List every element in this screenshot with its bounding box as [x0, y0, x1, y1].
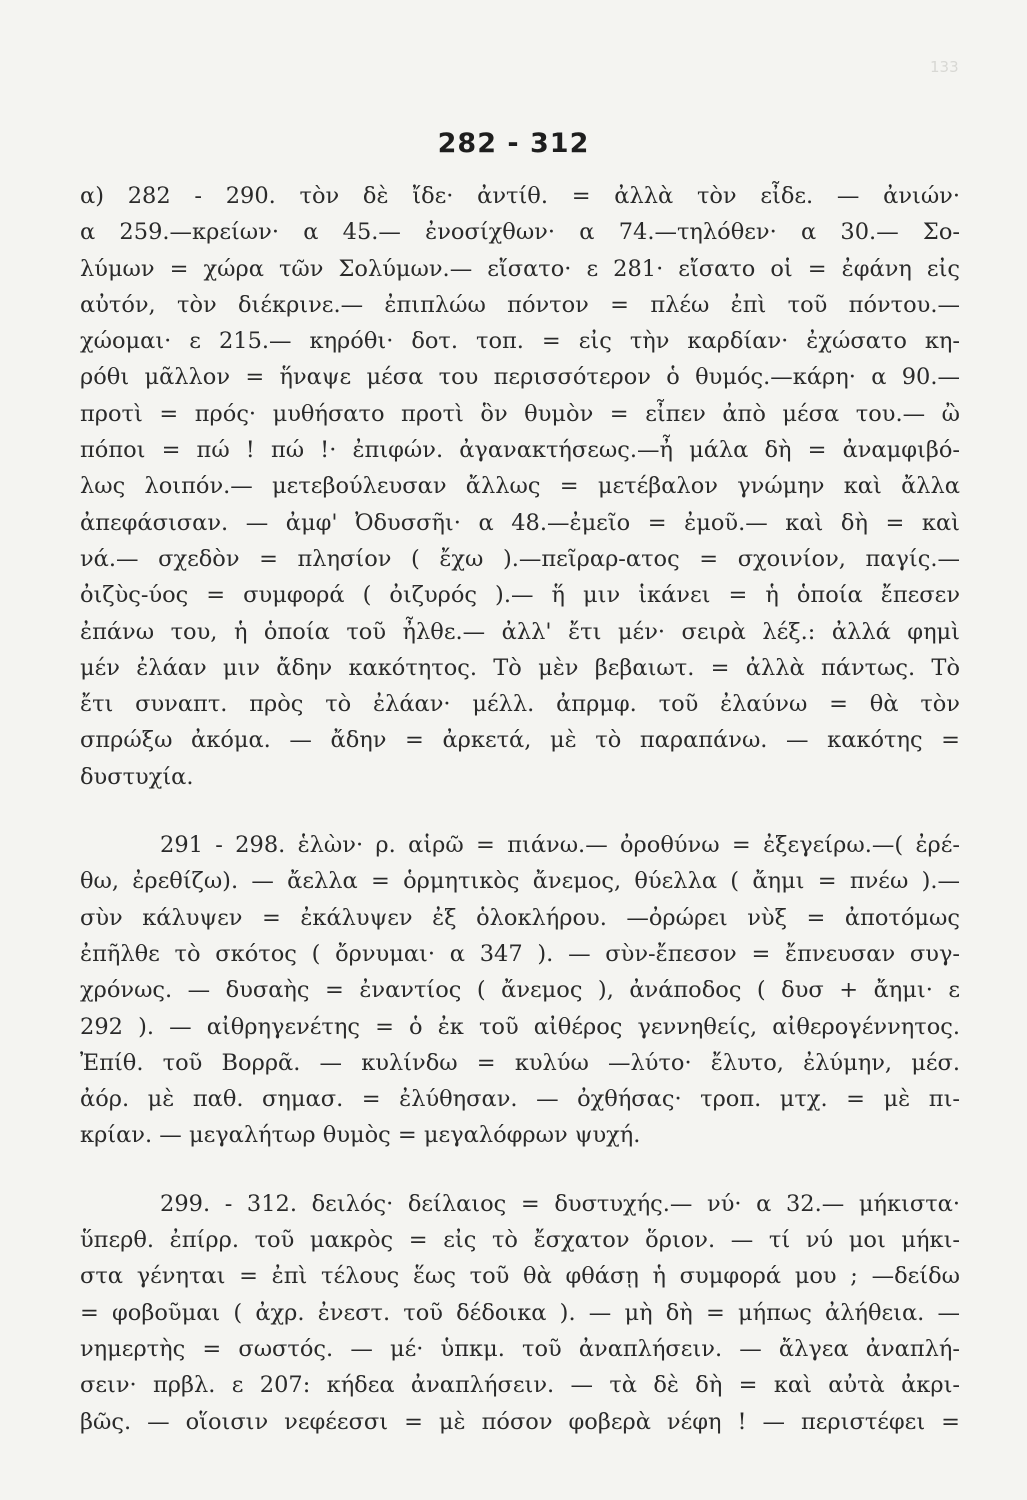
- page-title: 282 - 312: [437, 128, 590, 159]
- text-line: λύμων = χώρα τῶν Σολύμων.— εἴσατο· ε 281· εἴσατο οἱ = ἐφάνη εἰς: [80, 255, 960, 282]
- text-line: σὺν κάλυψεν = ἐκάλυψεν ἐξ ὁλοκλήρου. —ὀρώρει νὺξ = ἀποτόμως: [80, 904, 960, 931]
- text-line: ρόθι μᾶλλον = ἥναψε μέσα του περισσότερον ὁ θυμός.—κάρη· α 90.—: [80, 364, 960, 391]
- text-line: νά.— σχεδὸν = πλησίον ( ἔχω ).—πεῖραρ-ατος = σχοινίον, παγίς.—: [80, 545, 960, 572]
- text-line: ὀιζὺς-ύος = συμφορά ( ὀιζυρός ).— ἥ μιν ἱκάνει = ἡ ὁποία ἔπεσεν: [80, 582, 960, 609]
- text-line: = φοβοῦμαι ( ἀχρ. ἐνεστ. τοῦ δέδοικα ). — μὴ δὴ = μήπως ἀλήθεια. —: [80, 1299, 960, 1326]
- text-line: νημερτὴς = σωστός. — μέ· ὑπκμ. τοῦ ἀναπλήσειν. — ἄλγεα ἀναπλή-: [80, 1335, 960, 1362]
- text-line: χρόνως. — δυσαὴς = ἐναντίος ( ἄνεμος ), ἀνάποδος ( δυσ + ἄημι· ε: [80, 977, 960, 1004]
- paragraph-gap: [80, 795, 960, 827]
- text-line: δυστυχία.: [80, 763, 194, 790]
- text-line: προτὶ = πρός· μυθήσατο προτὶ ὃν θυμὸν = εἶπεν ἀπὸ μέσα του.— ὢ: [80, 400, 960, 427]
- text-line: βῶς. — οἵοισιν νεφέεσσι = μὲ πόσον φοβερὰ νέφη ! — περιστέφει =: [80, 1408, 960, 1435]
- text-line: χώομαι· ε 215.— κηρόθι· δοτ. τοπ. = εἰς τὴν καρδίαν· ἐχώσατο κη-: [80, 328, 960, 355]
- text-line: Ἐπίθ. τοῦ Βορρᾶ. — κυλίνδω = κυλύω —λύτο· ἔλυτο, ἐλύμην, μέσ.: [80, 1049, 960, 1076]
- text-line: α 259.—κρείων· α 45.— ἐνοσίχθων· α 74.—τηλόθεν· α 30.— Σο-: [80, 219, 960, 246]
- text-line: ὕπερθ. ἐπίρρ. τοῦ μακρὸς = εἰς τὸ ἔσχατον ὅριον. — τί νύ μοι μήκι-: [80, 1227, 960, 1254]
- text-line: ἔτι συναπτ. πρὸς τὸ ἐλάαν· μέλλ. ἀπρμφ. τοῦ ἐλαύνω = θὰ τὸν: [80, 691, 960, 718]
- text-line: σειν· πρβλ. ε 207: κήδεα ἀναπλήσειν. — τὰ δὲ δὴ = καὶ αὐτὰ ἀκρι-: [80, 1372, 960, 1399]
- paragraph-gap: [80, 1154, 960, 1186]
- text-line: κρίαν. — μεγαλήτωρ θυμὸς = μεγαλόφρων ψυχή.: [80, 1122, 641, 1149]
- text-line: σπρώξω ἀκόμα. — ἄδην = ἀρκετά, μὲ τὸ παραπάνω. — κακότης =: [80, 727, 960, 754]
- text-line: α) 282 - 290. τὸν δὲ ἴδε· ἀντίθ. = ἀλλὰ τὸν εἶδε. — ἀνιών·: [80, 183, 960, 209]
- text-line: στα γένηται = ἐπὶ τέλους ἕως τοῦ θὰ φθάσῃ ἡ συμφορά μου ; —δείδω: [80, 1263, 960, 1290]
- text-line: λως λοιπόν.— μετεβούλευσαν ἄλλως = μετέβαλον γνώμην καὶ ἄλλα: [80, 473, 960, 500]
- text-line: 291 - 298. ἑλὼν· ρ. αἱρῶ = πιάνω.— ὀροθύνω = ἐξεγείρω.—( ἐρέ-: [160, 832, 960, 859]
- text-line: μέν ἐλάαν μιν ἄδην κακότητος. Τὸ μὲν βεβαιωτ. = ἀλλὰ πάντως. Τὸ: [80, 654, 960, 681]
- text-line: ἐπῆλθε τὸ σκότος ( ὄρνυμαι· α 347 ). — σὺν-ἔπεσον = ἔπνευσαν συγ-: [80, 940, 960, 967]
- text-line: 292 ). — αἰθρηγενέτης = ὁ ἐκ τοῦ αἰθέρος γεννηθείς, αἰθερογέννητος.: [80, 1013, 960, 1040]
- text-line: αὐτόν, τὸν διέκρινε.— ἐπιπλώω πόντον = πλέω ἐπὶ τοῦ πόντου.—: [80, 291, 960, 318]
- text-line: 299. - 312. δειλός· δείλαιος = δυστυχής.— νύ· α 32.— μήκιστα·: [160, 1190, 960, 1217]
- commentary-body: [80, 178, 960, 1440]
- corner-page-mark: 133: [930, 58, 959, 76]
- text-line: ἐπάνω του, ἡ ὁποία τοῦ ἦλθε.— ἀλλ' ἔτι μέν· σειρὰ λέξ.: ἀλλά φημὶ: [80, 618, 960, 645]
- text-line: πόποι = πώ ! πώ !· ἐπιφών. ἀγανακτήσεως.—ἦ μάλα δὴ = ἀναμφιβό-: [80, 437, 960, 464]
- text-line: θω, ἐρεθίζω). — ἄελλα = ὁρμητικὸς ἄνεμος, θύελλα ( ἄημι = πνέω ).—: [80, 868, 960, 895]
- text-line: ἀπεφάσισαν. — ἀμφ' Ὀδυσσῆι· α 48.—ἐμεῖο = ἐμοῦ.— καὶ δὴ = καὶ: [80, 509, 960, 536]
- text-line: ἀόρ. μὲ παθ. σημασ. = ἐλύθησαν. — ὀχθήσας· τροπ. μτχ. = μὲ πι-: [80, 1086, 960, 1113]
